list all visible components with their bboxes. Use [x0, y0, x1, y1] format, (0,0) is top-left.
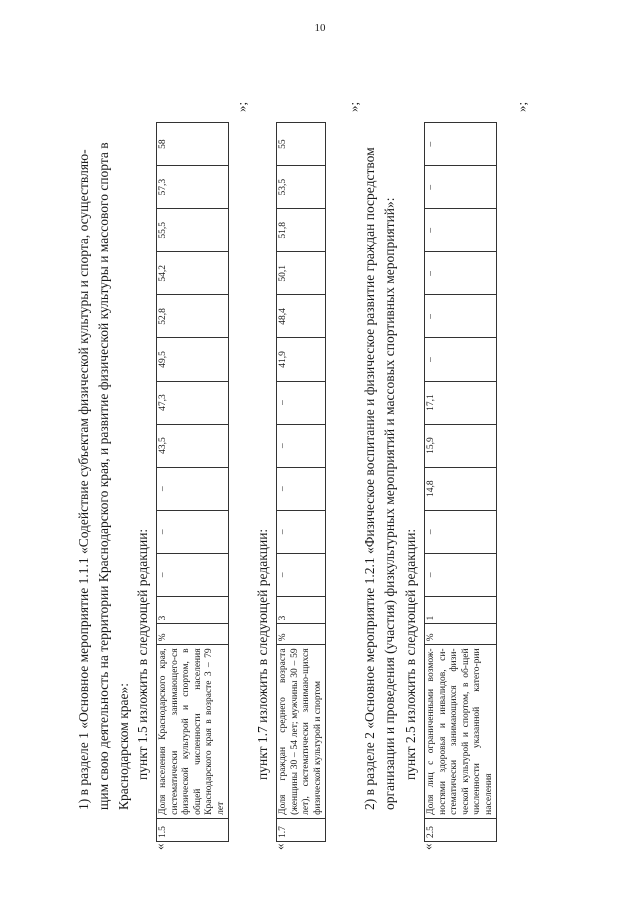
open-quote-1: «: [152, 843, 167, 850]
rotated-document-body: [70, 70, 600, 850]
row-value: –: [425, 209, 497, 252]
table-row-1-5: [156, 122, 229, 842]
row-unit: %: [277, 624, 326, 645]
page-number: 10: [314, 22, 326, 34]
row-value: 17,1: [425, 381, 497, 424]
row-value: 47,3: [157, 381, 229, 424]
row-value: 48,4: [277, 295, 326, 338]
row-number: 2.5: [425, 818, 497, 841]
row-unit: %: [157, 624, 229, 645]
row-value: –: [277, 381, 326, 424]
row-description: Доля лиц с ограниченными возмож-ностями здоровья и инвалидов, си-стематически занимающихся физи-ческой культурой и спортом, в об-щей численности указанной катего-рии населения: [425, 645, 497, 818]
row-base: 3: [277, 596, 326, 624]
row-value: –: [157, 553, 229, 596]
table-row-1-7: [276, 122, 326, 842]
row-value: –: [277, 424, 326, 467]
section1-line-3: Краснодарском крае»:: [116, 682, 131, 810]
row-value: 55: [277, 123, 326, 166]
open-quote-3: «: [420, 843, 435, 850]
section2-paragraph: [360, 90, 400, 810]
closing-quote-2: »;: [346, 101, 361, 112]
row-value: 14,8: [425, 467, 497, 510]
row-base: 3: [157, 596, 229, 624]
row-value: –: [277, 510, 326, 553]
row-value: –: [425, 553, 497, 596]
open-quote-2: «: [272, 843, 287, 850]
row-description: Доля граждан среднего возраста (женщины 30 – 54 лет; мужчины 30 – 59 лет), систематически занимаю-щихся физической культурой и спортом: [277, 645, 326, 818]
row-value: –: [277, 553, 326, 596]
row-value: –: [425, 338, 497, 381]
row-value: 55,5: [157, 209, 229, 252]
section1-subheading-2: пункт 1.7 изложить в следующей редакции:: [255, 528, 270, 780]
section1-line-1: 1) в разделе 1 «Основное мероприятие 1.1.1 «Содействие субъектам физической культуры и спорта, осуществляю-: [76, 149, 91, 810]
closing-quote-1: »;: [234, 101, 249, 112]
row-number: 1.5: [157, 818, 229, 841]
row-description: Доля населения Краснодарского края, систематически занимающего-ся физической культурой и спортом, в общей численности населения Краснодарского края в возрасте 3 – 79 лет: [157, 645, 229, 818]
row-base: 1: [425, 596, 497, 624]
row-value: 43,5: [157, 424, 229, 467]
row-value: 50,1: [277, 252, 326, 295]
row-value: –: [425, 295, 497, 338]
row-value: –: [425, 166, 497, 209]
row-value: –: [425, 510, 497, 553]
row-value: 58: [157, 123, 229, 166]
section2-line-2: организации и проведения (участия) физкультурных мероприятий и массовых спортивных мероприятий»:: [382, 197, 397, 810]
row-value: –: [157, 510, 229, 553]
closing-quote-3: »;: [514, 101, 529, 112]
section1-line-2: щим свою деятельность на территории Краснодарского края, и развитие физической культуры и массового спорта в: [96, 142, 111, 810]
row-unit: %: [425, 624, 497, 645]
row-number: 1.7: [277, 818, 326, 841]
row-value: 53,5: [277, 166, 326, 209]
row-value: –: [425, 123, 497, 166]
row-value: 52,8: [157, 295, 229, 338]
row-value: 54,2: [157, 252, 229, 295]
row-value: 51,8: [277, 209, 326, 252]
section2-line-1: 2) в разделе 2 «Основное мероприятие 1.2.1 «Физическое воспитание и физическое развитие граждан посредством: [362, 147, 377, 810]
row-value: 15,9: [425, 424, 497, 467]
row-value: –: [425, 252, 497, 295]
row-value: 49,5: [157, 338, 229, 381]
row-value: 41,9: [277, 338, 326, 381]
row-value: 57,3: [157, 166, 229, 209]
row-value: –: [157, 467, 229, 510]
section1-subheading-1: пункт 1.5 изложить в следующей редакции:: [135, 528, 150, 780]
row-value: –: [277, 467, 326, 510]
table-row-2-5: [424, 122, 497, 842]
section2-subheading-1: пункт 2.5 изложить в следующей редакции:: [403, 528, 418, 780]
section1-paragraph: [74, 90, 134, 810]
